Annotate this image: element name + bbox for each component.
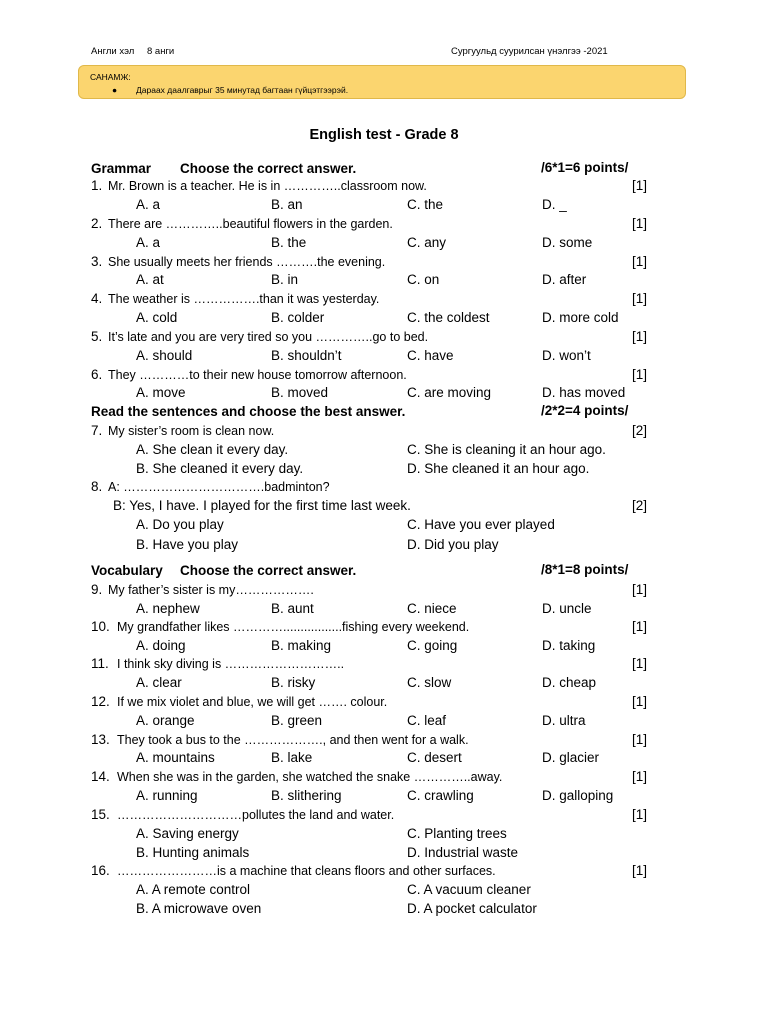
question-number: 14.	[91, 769, 110, 784]
answer-option: C. crawling	[407, 788, 474, 803]
answer-option: B. in	[271, 272, 299, 287]
note-text: Дараах даалгаврыг 35 минутад багтаан гүйцэтгээрэй.	[136, 85, 349, 95]
reading-instructions: Read the sentences and choose the best answer.	[91, 404, 406, 419]
answer-option: B. an	[271, 197, 303, 212]
answer-option: C. desert	[407, 750, 462, 765]
page-title: English test - Grade 8	[309, 127, 459, 143]
header-assessment: Сургуульд суурилсан үнэлгээ -2021	[451, 46, 608, 57]
answer-option: C. have	[407, 348, 454, 363]
question-number: 1.	[91, 178, 103, 193]
question-number: 15.	[91, 807, 110, 822]
answer-option: B. risky	[271, 675, 316, 690]
grammar-section-name: Grammar	[91, 161, 152, 176]
vocab-points: /8*1=8 points/	[541, 562, 629, 577]
answer-option: A. at	[136, 272, 164, 287]
answer-option: A. running	[136, 788, 198, 803]
question-mark: [1]	[632, 254, 648, 269]
question-number: 12.	[91, 694, 110, 709]
answer-option: A. orange	[136, 713, 195, 728]
question-number: 10.	[91, 619, 110, 634]
question-number: 13.	[91, 732, 110, 747]
answer-option: A. A remote control	[136, 882, 251, 897]
answer-option: D. more cold	[542, 310, 619, 325]
question-text: My grandfather likes ………….................fishing every weekend.	[117, 620, 470, 634]
answer-option: A. should	[136, 348, 193, 363]
answer-option: B. aunt	[271, 601, 314, 616]
answer-option: B. She cleaned it every day.	[136, 461, 304, 476]
bullet-icon: ●	[112, 85, 118, 95]
answer-option: A. a	[136, 197, 161, 212]
answer-option: D. A pocket calculator	[407, 901, 537, 916]
answer-option: A. doing	[136, 638, 186, 653]
answer-option: A. mountains	[136, 750, 215, 765]
question-number: 3.	[91, 254, 103, 269]
question-text: If we mix violet and blue, we will get ……. colour.	[117, 695, 388, 709]
answer-option: D. some	[542, 235, 593, 250]
answer-option: C. Planting trees	[407, 826, 507, 841]
question-text: …………………………pollutes the land and water.	[117, 808, 395, 822]
question-mark: [1]	[632, 732, 648, 747]
answer-option: A. a	[136, 235, 161, 250]
question-text: My father’s sister is my……………….	[108, 583, 314, 597]
header-grade: 8 анги	[147, 46, 175, 57]
answer-option: B. the	[271, 235, 307, 250]
answer-option: B. moved	[271, 385, 329, 400]
question-mark: [1]	[632, 694, 648, 709]
answer-option: B. lake	[271, 750, 313, 765]
answer-option: C. any	[407, 235, 447, 250]
question-number: 4.	[91, 291, 103, 306]
reading-points: /2*2=4 points/	[541, 403, 629, 418]
note-title: САНАМЖ:	[90, 72, 131, 82]
answer-option: D. Industrial waste	[407, 845, 519, 860]
question-text: They took a bus to the ………………., and then went for a walk.	[117, 733, 469, 747]
answer-option: C. are moving	[407, 385, 492, 400]
answer-option: D. has moved	[542, 385, 626, 400]
answer-option: C. going	[407, 638, 458, 653]
answer-option: D. galloping	[542, 788, 614, 803]
answer-option: D. cheap	[542, 675, 597, 690]
answer-option: D. ultra	[542, 713, 586, 728]
answer-option: D. won’t	[542, 348, 591, 363]
answer-option: D. glacier	[542, 750, 600, 765]
answer-option: D. Did you play	[407, 537, 499, 552]
answer-option: A. nephew	[136, 601, 200, 616]
question-text: There are …………..beautiful flowers in the garden.	[108, 217, 393, 231]
answer-option: B. Hunting animals	[136, 845, 250, 860]
question-number: 2.	[91, 216, 103, 231]
answer-option: C. the coldest	[407, 310, 490, 325]
answer-option: C. She is cleaning it an hour ago.	[407, 442, 606, 457]
answer-option: A. Do you play	[136, 517, 224, 532]
question-text: The weather is …………….than it was yesterday.	[108, 292, 380, 306]
vocab-section-name: Vocabulary	[91, 563, 163, 578]
question-mark: [1]	[632, 619, 648, 634]
question-number: 11.	[91, 656, 109, 671]
question-text: A: …………………………….badminton?	[108, 480, 330, 494]
answer-option: B. slithering	[271, 788, 342, 803]
answer-option: D. She cleaned it an hour ago.	[407, 461, 590, 476]
answer-option: A. move	[136, 385, 186, 400]
question-mark: [1]	[632, 329, 648, 344]
answer-option: D. after	[542, 272, 587, 287]
answer-option: B. making	[271, 638, 332, 653]
answer-option: B. green	[271, 713, 323, 728]
answer-option: C. on	[407, 272, 440, 287]
question-text: Mr. Brown is a teacher. He is in …………..classroom now.	[108, 179, 427, 193]
question-mark: [2]	[632, 423, 648, 438]
answer-option: C. the	[407, 197, 444, 212]
question-mark: [1]	[632, 178, 648, 193]
question-text: They …………to their new house tomorrow afternoon.	[108, 368, 407, 382]
instructions-note	[78, 65, 686, 99]
question-mark: [1]	[632, 216, 648, 231]
answer-option: C. Have you ever played	[407, 517, 555, 532]
answer-option: D. uncle	[542, 601, 592, 616]
question-number: 6.	[91, 367, 103, 382]
answer-option: A. She clean it every day.	[136, 442, 289, 457]
answer-option: A. Saving energy	[136, 826, 239, 841]
question-text: ……………………is a machine that cleans floors and other surfaces.	[117, 864, 496, 878]
header-subject: Англи хэл	[91, 46, 135, 57]
question-mark: [1]	[632, 807, 648, 822]
answer-option: B. colder	[271, 310, 325, 325]
answer-option: D. taking	[542, 638, 596, 653]
question-mark: [1]	[632, 291, 648, 306]
question-text: It’s late and you are very tired so you …………..go to bed.	[108, 330, 429, 344]
question-mark: [1]	[632, 656, 648, 671]
answer-option: C. niece	[407, 601, 457, 616]
answer-option: C. leaf	[407, 713, 447, 728]
answer-option: A. clear	[136, 675, 182, 690]
answer-option: B. Have you play	[136, 537, 239, 552]
answer-option: C. A vacuum cleaner	[407, 882, 531, 897]
question-number: 5.	[91, 329, 103, 344]
question-text: My sister’s room is clean now.	[108, 424, 275, 438]
question-mark: [1]	[632, 582, 648, 597]
answer-option: B. A microwave oven	[136, 901, 262, 916]
question-text: I think sky diving is ………………………..	[117, 657, 345, 671]
question-mark: [1]	[632, 367, 648, 382]
grammar-instructions: Choose the correct answer.	[180, 161, 357, 176]
grammar-points: /6*1=6 points/	[541, 160, 629, 175]
vocab-instructions: Choose the correct answer.	[180, 563, 357, 578]
answer-option: D. _	[542, 197, 567, 212]
question-text-line2: B: Yes, I have. I played for the first time last week.	[113, 498, 411, 513]
question-mark: [1]	[632, 769, 648, 784]
question-text: When she was in the garden, she watched the snake …………..away.	[117, 770, 503, 784]
question-number: 16.	[91, 863, 110, 878]
answer-option: A. cold	[136, 310, 178, 325]
question-number: 7.	[91, 423, 103, 438]
answer-option: B. shouldn’t	[271, 348, 342, 363]
question-number: 9.	[91, 582, 103, 597]
question-text: She usually meets her friends ……….the evening.	[108, 255, 386, 269]
answer-option: C. slow	[407, 675, 452, 690]
question-number: 8.	[91, 479, 103, 494]
question-mark: [1]	[632, 863, 648, 878]
question-mark: [2]	[632, 498, 648, 513]
